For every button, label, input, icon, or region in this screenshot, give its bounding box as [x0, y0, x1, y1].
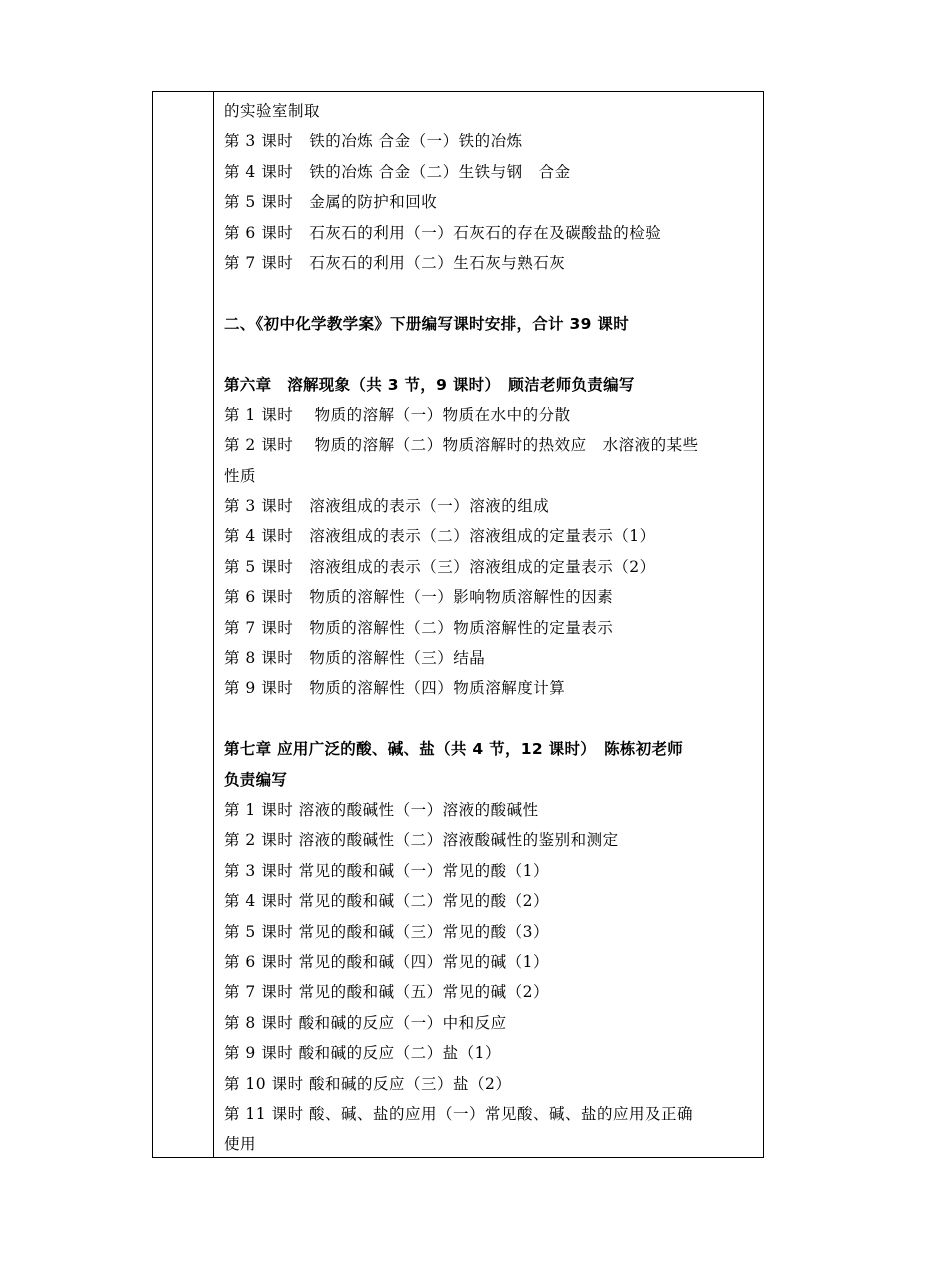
list-item: 第 10 课时 酸和碱的反应（三）盐（2）: [224, 1074, 512, 1093]
chapter7-heading-line2: 负责编写: [224, 770, 288, 789]
list-item: 第 1 课时 物质的溶解（一）物质在水中的分散: [224, 405, 571, 424]
list-item: 的实验室制取: [224, 102, 321, 120]
list-item: 第 3 课时 溶液组成的表示（一）溶液的组成: [224, 497, 550, 516]
chapter6-heading: 第六章 溶解现象（共 3 节，9 课时） 顾洁老师负责编写: [224, 375, 635, 394]
chapter7-block: [224, 734, 758, 1159]
list-item: 第 8 课时 酸和碱的反应（一）中和反应: [224, 1013, 507, 1032]
spacer: [224, 339, 758, 369]
list-item: 第 1 课时 溶液的酸碱性（一）溶液的酸碱性: [224, 800, 539, 819]
list-item: 第 2 课时 溶液的酸碱性（二）溶液酸碱性的鉴别和测定: [224, 831, 619, 850]
list-item: 第 2 课时 物质的溶解（二）物质溶解时的热效应 水溶液的某些: [224, 436, 699, 455]
section-title: 二、《初中化学教学案》下册编写课时安排，合计 39 课时: [224, 314, 630, 333]
table-left-column: [153, 92, 214, 1157]
list-item: 第 6 课时 物质的溶解性（一）影响物质溶解性的因素: [224, 588, 614, 607]
list-item: 第 7 课时 物质的溶解性（二）物质溶解性的定量表示: [224, 618, 614, 637]
list-item: 第 4 课时 常见的酸和碱（二）常见的酸（2）: [224, 892, 550, 911]
list-item: 第 5 课时 常见的酸和碱（三）常见的酸（3）: [224, 922, 550, 941]
list-item: 第 4 课时 铁的冶炼 合金（二）生铁与钢 合金: [224, 162, 571, 181]
list-item: 第 3 课时 铁的冶炼 合金（一）铁的冶炼: [224, 132, 523, 151]
list-item: 使用: [224, 1135, 257, 1154]
list-item: 性质: [224, 466, 257, 485]
list-item: 第 8 课时 物质的溶解性（三）结晶: [224, 649, 486, 668]
list-item: 第 5 课时 溶液组成的表示（三）溶液组成的定量表示（2）: [224, 557, 656, 576]
list-item: 第 9 课时 酸和碱的反应（二）盐（1）: [224, 1044, 502, 1063]
part1-tail-list: [224, 96, 758, 278]
list-item: 第 7 课时 石灰石的利用（二）生石灰与熟石灰: [224, 253, 566, 272]
table-content-cell: [224, 96, 758, 1160]
spacer: [224, 278, 758, 308]
list-item: 第 6 课时 常见的酸和碱（四）常见的碱（1）: [224, 952, 550, 971]
document-table: [152, 91, 764, 1158]
list-item: 第 3 课时 常见的酸和碱（一）常见的酸（1）: [224, 861, 550, 880]
list-item: 第 7 课时 常见的酸和碱（五）常见的碱（2）: [224, 983, 550, 1002]
list-item: 第 9 课时 物质的溶解性（四）物质溶解度计算: [224, 679, 566, 698]
chapter6-block: [224, 370, 758, 704]
list-item: 第 5 课时 金属的防护和回收: [224, 193, 438, 212]
spacer: [224, 704, 758, 734]
list-item: 第 6 课时 石灰石的利用（一）石灰石的存在及碳酸盐的检验: [224, 223, 662, 242]
list-item: 第 4 课时 溶液组成的表示（二）溶液组成的定量表示（1）: [224, 527, 656, 546]
chapter7-heading-line1: 第七章 应用广泛的酸、碱、盐（共 4 节，12 课时） 陈栋初老师: [224, 740, 684, 759]
list-item: 第 11 课时 酸、碱、盐的应用（一）常见酸、碱、盐的应用及正确: [224, 1104, 694, 1123]
